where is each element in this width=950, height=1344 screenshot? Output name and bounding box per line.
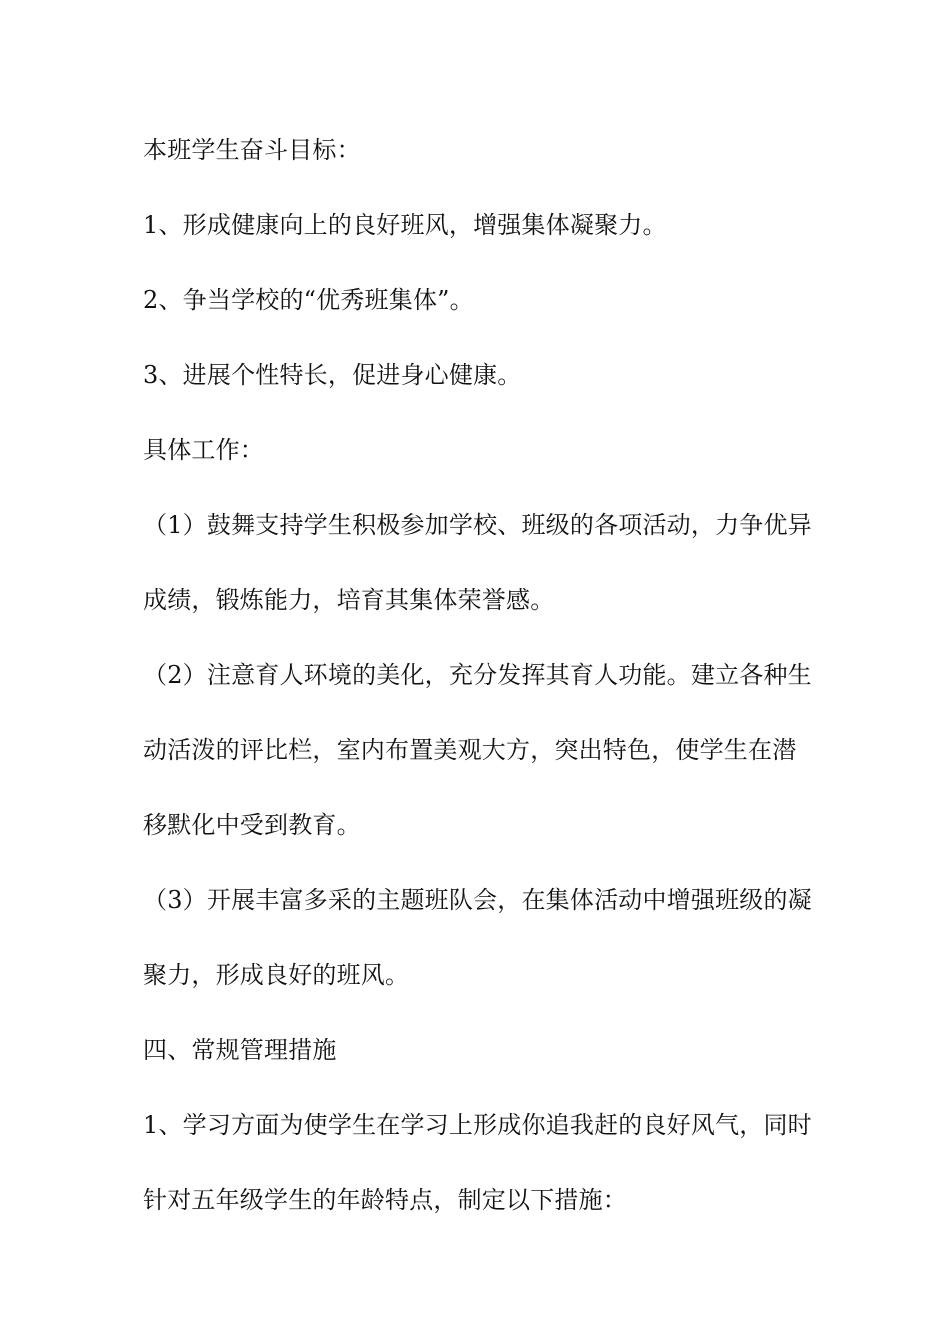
work-item-1-line-2: 成绩，锻炼能力，培育其集体荣誉感。 xyxy=(143,586,555,614)
section-heading-management: 四、常规管理措施 xyxy=(143,1036,337,1064)
section-heading-work: 具体工作： xyxy=(143,436,264,464)
work-item-2-line-1: （2）注意育人环境的美化，充分发挥其育人功能。建立各种生 xyxy=(143,661,812,689)
section-heading-goals: 本班学生奋斗目标： xyxy=(143,136,361,164)
goal-item-3: 3、进展个性特长，促进身心健康。 xyxy=(143,361,522,389)
work-item-3-line-2: 聚力，形成良好的班风。 xyxy=(143,961,410,989)
work-item-2-line-2: 动活泼的评比栏，室内布置美观大方，突出特色，使学生在潜 xyxy=(143,736,797,764)
work-item-1-line-1: （1）鼓舞支持学生积极参加学校、班级的各项活动，力争优异 xyxy=(143,511,812,539)
management-item-1-line-2: 针对五年级学生的年龄特点，制定以下措施： xyxy=(143,1186,627,1214)
management-item-1-line-1: 1、学习方面为使学生在学习上形成你追我赶的良好风气，同时 xyxy=(143,1111,812,1139)
goal-item-1: 1、形成健康向上的良好班风，增强集体凝聚力。 xyxy=(143,211,667,239)
work-item-2-line-3: 移默化中受到教育。 xyxy=(143,811,361,839)
work-item-3-line-1: （3）开展丰富多采的主题班队会，在集体活动中增强班级的凝 xyxy=(143,886,812,914)
goal-item-2: 2、争当学校的“优秀班集体”。 xyxy=(143,286,474,314)
